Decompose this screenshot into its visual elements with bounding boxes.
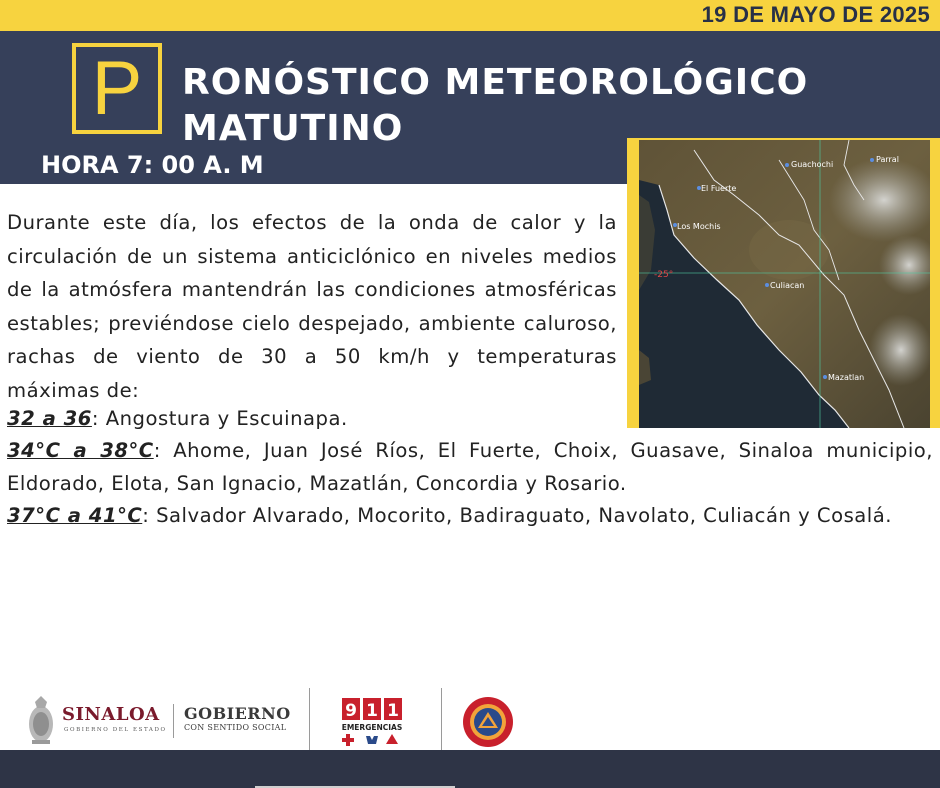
report-date: 19 DE MAYO DE 2025	[701, 2, 930, 27]
footer-bar	[0, 750, 940, 788]
map-label-los-mochis: Los Mochis	[677, 222, 721, 231]
sinaloa-logo-text: SINALOA	[62, 704, 160, 725]
range-places-3: : Salvador Alvarado, Mocorito, Badiraguato, Navolato, Culiacán y Cosalá.	[142, 504, 892, 527]
range-places-1: : Angostura y Escuinapa.	[91, 407, 348, 430]
range-label-3: 37°C a 41°C	[7, 504, 143, 527]
date-bar	[0, 0, 940, 31]
satellite-image	[639, 140, 930, 428]
logo-divider-2	[309, 688, 310, 750]
map-label-latitude: -25°	[654, 270, 674, 280]
satellite-map-svg	[639, 140, 930, 428]
report-hour: HORA 7: 00 A. M	[41, 151, 264, 179]
page-title-line1: RONÓSTICO METEOROLÓGICO	[182, 62, 809, 103]
emergencias-911-icon	[340, 696, 404, 746]
title-initial: P	[91, 46, 143, 131]
gobierno-logo-text: GOBIERNO	[184, 704, 291, 723]
title-initial-box	[72, 43, 162, 134]
logo-divider-1	[173, 704, 174, 738]
range-row-1	[7, 403, 933, 436]
gobierno-logo-subtitle: CON SENTIDO SOCIAL	[184, 723, 287, 732]
page-title-line2: MATUTINO	[182, 108, 404, 149]
range-label-1: 32 a 36	[7, 407, 92, 430]
range-places-2: : Ahome, Juan José Ríos, El Fuerte, Choix, Guasave, Sinaloa municipio, Eldorado, Elota, San Ignacio, Mazatlán, Concordia y Rosario.	[7, 439, 933, 495]
map-label-guachochi: Guachochi	[791, 160, 834, 169]
map-label-culiacan: Culiacan	[770, 281, 805, 290]
range-label-2: 34°C a 38°C	[7, 439, 154, 462]
e911-label: EMERGENCIAS	[341, 723, 403, 732]
e911-digit-3: 1	[387, 701, 399, 721]
e911-digit-2: 1	[366, 701, 378, 721]
map-label-el-fuerte: El Fuerte	[701, 184, 737, 193]
map-label-mazatlan: Mazatlan	[828, 373, 865, 382]
footer-logos	[0, 686, 940, 750]
forecast-intro: Durante este día, los efectos de la onda de calor y la circulación de un sistema anticiclónico en niveles medios de la atmósfera mantendrán las condiciones atmosféricas estables; previéndose cielo despejado, ambiente caluroso, rachas de viento de 30 a 50 km/h y temperaturas máximas de:	[7, 211, 617, 402]
range-row-2	[7, 435, 933, 500]
sinaloa-emblem-icon	[26, 694, 56, 746]
e911-digit-1: 9	[345, 701, 357, 721]
range-row-3	[7, 500, 933, 533]
proteccion-civil-icon	[462, 696, 514, 748]
sinaloa-logo-subtitle: GOBIERNO DEL ESTADO	[64, 727, 167, 733]
map-label-parral: Parral	[876, 155, 899, 164]
logo-divider-3	[441, 688, 442, 750]
